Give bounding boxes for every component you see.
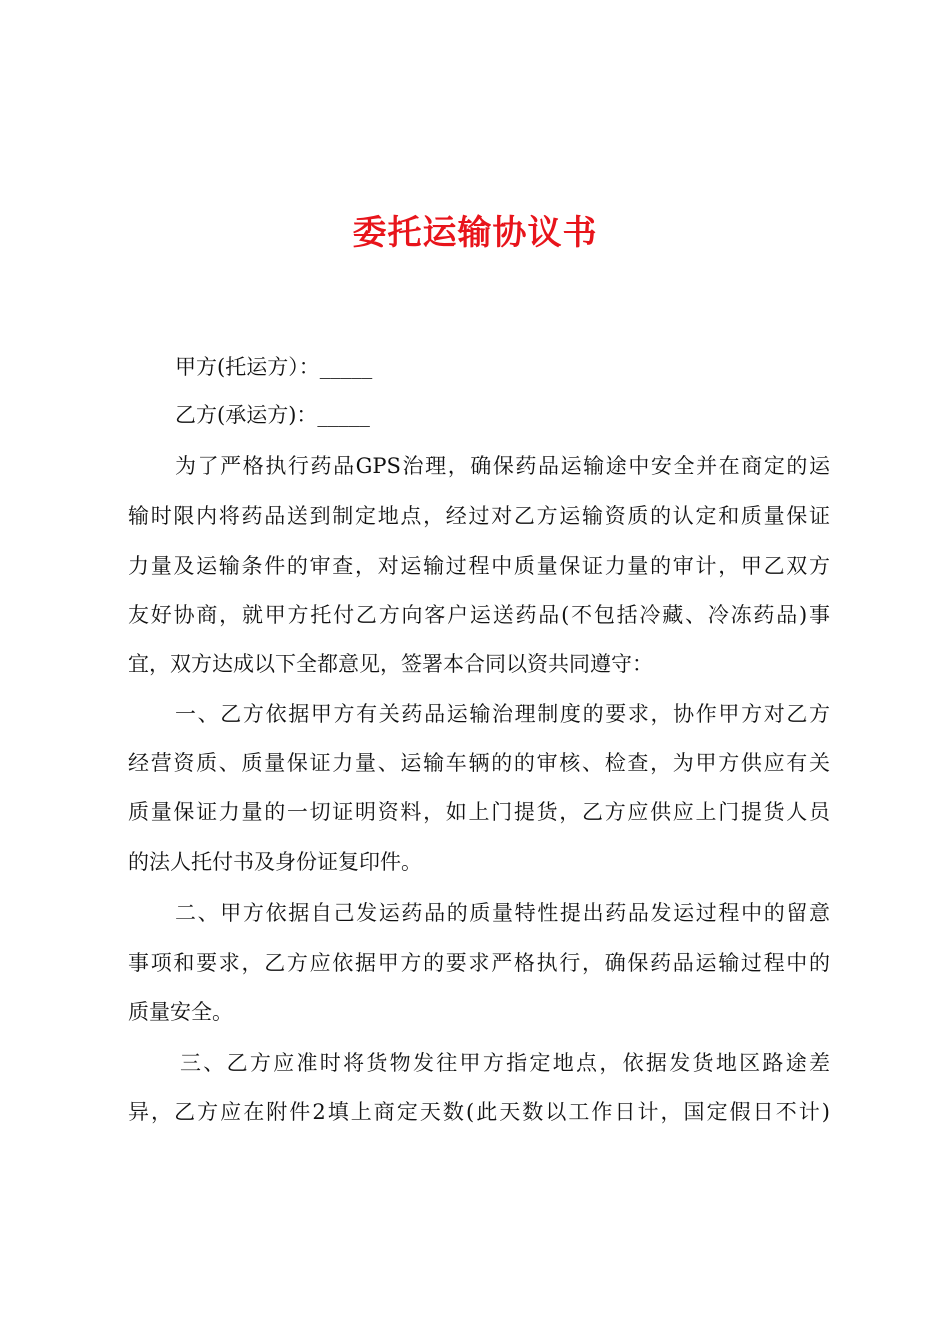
party-a-line: 甲方(托运方）：_____ xyxy=(175,355,373,379)
clause-2-line: 事项和要求，乙方应依据甲方的要求严格执行，确保药品运输过程中的 xyxy=(128,951,830,975)
preamble-line: 力量及运输条件的审查，对运输过程中质量保证力量的审计，甲乙双方 xyxy=(128,554,830,578)
clause-1-line: 的法人托付书及身份证复印件。 xyxy=(128,850,422,874)
document-title: 委托运输协议书 xyxy=(352,213,598,253)
party-b-line: 乙方(承运方)：_____ xyxy=(175,403,370,427)
clause-1-line: 一、乙方依据甲方有关药品运输治理制度的要求，协作甲方对乙方 xyxy=(175,702,830,726)
clause-1-line: 质量保证力量的一切证明资料，如上门提货，乙方应供应上门提货人员 xyxy=(128,800,830,824)
preamble-line: 宜，双方达成以下全都意见，签署本合同以资共同遵守： xyxy=(128,652,653,676)
preamble-line: 输时限内将药品送到制定地点，经过对乙方运输资质的认定和质量保证 xyxy=(128,504,830,528)
clause-2-line: 二、甲方依据自己发运药品的质量特性提出药品发运过程中的留意 xyxy=(175,901,830,925)
preamble-line: 为了严格执行药品GPS治理，确保药品运输途中安全并在商定的运 xyxy=(175,454,830,478)
preamble-line: 友好协商，就甲方托付乙方向客户运送药品(不包括冷藏、冷冻药品)事 xyxy=(128,603,830,627)
clause-1-line: 经营资质、质量保证力量、运输车辆的的审核、检查，为甲方供应有关 xyxy=(128,751,830,775)
clause-2-line: 质量安全。 xyxy=(128,1000,233,1024)
clause-3-line: 异，乙方应在附件2填上商定天数(此天数以工作日计，国定假日不计) xyxy=(128,1100,830,1124)
clause-3-line: 三、乙方应准时将货物发往甲方指定地点，依据发货地区路途差 xyxy=(180,1051,830,1075)
